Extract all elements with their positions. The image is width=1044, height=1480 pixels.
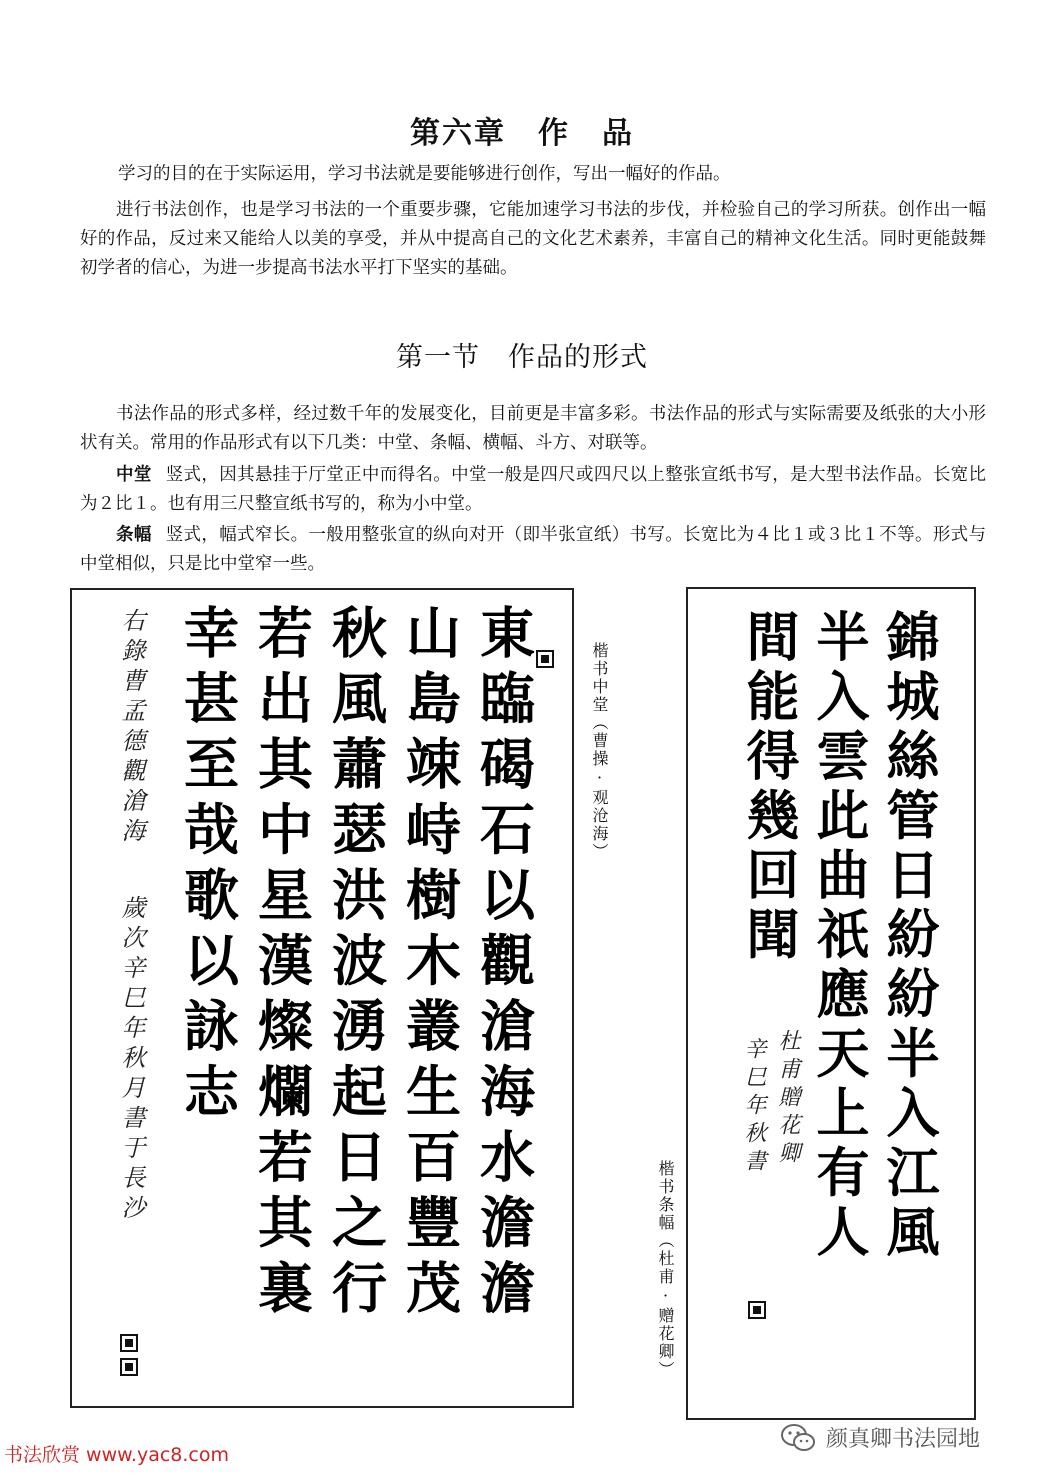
tiaofu-paragraph: [80, 521, 986, 579]
calligraphy-column: 錦城絲管日紛紛半入江風: [878, 609, 940, 1264]
chapter-title: 第六章 作 品: [410, 116, 634, 151]
inscription-date: 歲次辛巳年秋月書于長沙: [117, 895, 145, 1225]
intro-paragraph-2: 进行书法创作，也是学习书法的一个重要步骤，它能加速学习书法的步伐，并检验自己的学习所获。创作出一幅好的作品，反过来又能给人以美的享受，并从中提高自己的文化艺术素养，丰富自己的精神文化生活。同时更能鼓舞初学者的信心，为进一步提高书法水平打下坚实的基础。: [80, 200, 986, 278]
calligraphy-column: 山島竦峙樹木叢生百豐茂: [397, 604, 462, 1325]
zhongtang-term: 中堂: [116, 465, 152, 485]
inscription-date: 辛巳年秋書: [741, 1037, 766, 1177]
calligraphy-column: 若出其中星漢燦爛若其裏: [249, 604, 314, 1325]
artwork-caption: 楷书中堂（曹操·观沧海）: [590, 642, 609, 861]
calligraphy-column: 間能得幾回聞: [738, 609, 800, 966]
section-paragraph-1: 书法作品的形式多样，经过数千年的发展变化，目前更是丰富多彩。书法作品的形式与实际需要及纸张的大小形状有关。常用的作品形式有以下几类：中堂、条幅、横幅、斗方、对联等。: [80, 404, 986, 453]
wechat-icon: [780, 1423, 816, 1453]
calligraphy-column: 半入雲此曲祇應天上有人: [808, 609, 870, 1264]
inscription: 右錄曹孟德觀滄海: [117, 608, 145, 848]
tiaofu-term: 条幅: [116, 525, 152, 545]
artwork-tiaofu: [686, 587, 976, 1420]
inscription: 杜甫贈花卿: [775, 1029, 800, 1169]
watermark-account: [780, 1422, 980, 1453]
seal-stamp: [748, 1301, 766, 1319]
zhongtang-text: 竖式，因其悬挂于厅堂正中而得名。中堂一般是四尺或四尺以上整张宣纸书写，是大型书法作品。长宽比为２比１。也有用三尺整宣纸书写的，称为小中堂。: [80, 465, 987, 514]
seal-stamp: [120, 1334, 138, 1352]
calligraphy-column: 秋風蕭瑟洪波湧起日之行: [323, 604, 388, 1325]
seal-stamp: [120, 1358, 138, 1376]
watermark-site: 书法欣赏 www.yac8.com: [4, 1444, 229, 1466]
intro-paragraph-1: 学习的目的在于实际运用，学习书法就是要能够进行创作，写出一幅好的作品。: [118, 164, 731, 184]
seal-stamp: [536, 650, 554, 668]
calligraphy-column: 東臨碣石以觀滄海水澹澹: [471, 604, 536, 1325]
tiaofu-text: 竖式，幅式窄长。一般用整张宣的纵向对开（即半张宣纸）书写。长宽比为４比１或３比１不等。形式与中堂相似，只是比中堂窄一些。: [80, 525, 987, 574]
zhongtang-paragraph: [80, 461, 986, 519]
watermark-account-name: 颜真卿书法园地: [826, 1427, 981, 1452]
calligraphy-column: 幸甚至哉歌以詠志: [175, 604, 240, 1128]
artwork-caption: 楷书条幅（杜甫·赠花卿）: [656, 1160, 675, 1379]
section-title: 第一节 作品的形式: [396, 342, 648, 373]
artwork-zhongtang: [70, 588, 574, 1408]
